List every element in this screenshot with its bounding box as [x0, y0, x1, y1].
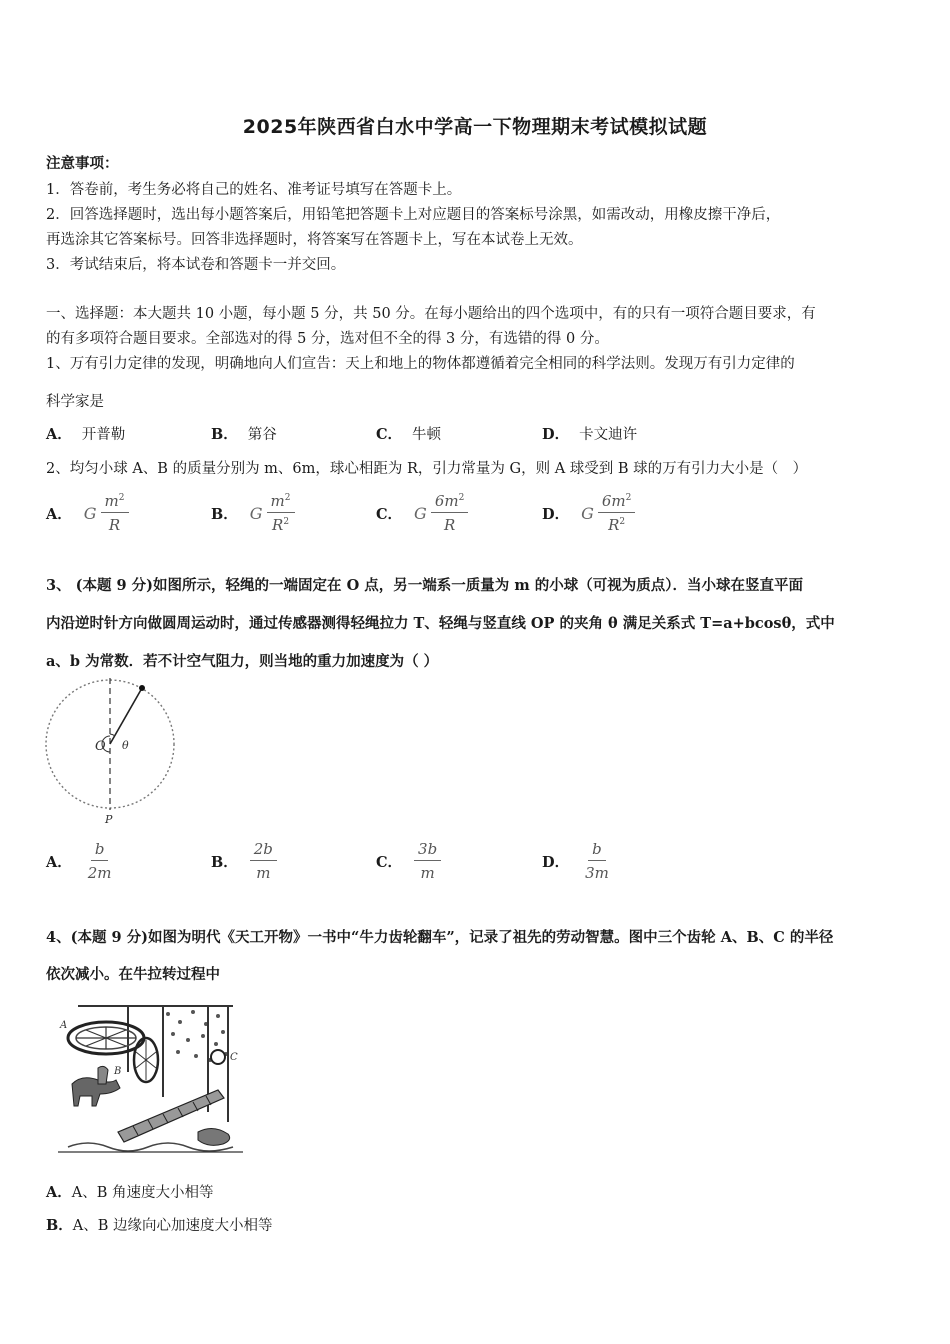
ball — [139, 685, 145, 691]
option-a[interactable]: A． $\frac{b}{2m}$ — [46, 840, 116, 882]
option-b[interactable]: B． $\frac{2b}{m}$ — [211, 840, 277, 882]
notice-item: 3．考试结束后，将本试卷和答题卡一并交回。 — [46, 257, 346, 273]
fraction: $\frac{m^2}{R}$ — [101, 492, 129, 534]
question-1-stem: 科学家是 — [46, 394, 104, 410]
fraction: $\frac{m^2}{R^2}$ — [267, 492, 295, 534]
question-3-stem: 3、 (本题 9 分)如图所示，轻绳的一端固定在 O 点，另一端系一质量为 m 的小球（可视为质点）．当小球在竖直平面 — [46, 577, 803, 594]
label-c: C — [230, 1052, 238, 1063]
option-d[interactable]: D． $\frac{b}{3m}$ — [542, 840, 613, 882]
fraction: $\frac{6m^2}{R^2}$ — [598, 492, 636, 534]
option-d[interactable]: D． 卡文迪许 — [542, 426, 638, 443]
section-intro: 的有多项符合题目要求。全部选对的得 5 分，选对但不全的得 3 分，有选错的得 0 分。 — [46, 331, 609, 347]
label-theta: θ — [122, 739, 129, 752]
label-b: B — [114, 1066, 122, 1077]
fraction: $\frac{b}{3m}$ — [585, 840, 609, 882]
option-a[interactable]: A． G $\frac{m^2}{R}$ — [46, 492, 129, 534]
question-2-stem: 2、均匀小球 A、B 的质量分别为 m、6m，球心相距为 R，引力常量为 G，则 A 球受到 B 球的万有引力大小是（ ） — [46, 461, 808, 477]
notice-heading: 注意事项： — [46, 155, 119, 172]
person — [98, 1066, 108, 1084]
question-4-stem: 依次减小。在牛拉转过程中 — [46, 966, 220, 983]
label-a: A — [60, 1020, 68, 1031]
option-b[interactable]: B． 第谷 — [211, 426, 277, 443]
label-p: P — [105, 813, 113, 826]
question-4-stem: 4、(本题 9 分)如图为明代《天工开物》一书中“牛力齿轮翻车”，记录了祖先的劳动智慧。图中三个齿轮 A、B、C 的半径 — [46, 929, 834, 946]
option-b[interactable]: B． G $\frac{m^2}{R^2}$ — [211, 492, 295, 534]
notice-item: 2．回答选择题时，选出每小题答案后，用铅笔把答题卡上对应题目的答案标号涂黑，如需改动，用橡皮擦干净后， — [46, 207, 781, 223]
option-d[interactable]: D． G $\frac{6m^2}{R^2}$ — [542, 492, 635, 534]
option-b[interactable]: B．A、B 边缘向心加速度大小相等 — [46, 1217, 273, 1234]
fraction: $\frac{b}{2m}$ — [87, 840, 112, 882]
gear-waterwheel-illustration — [58, 1002, 243, 1160]
page-title: 2025年陕西省白水中学高一下物理期末考试模拟试题 — [242, 116, 708, 138]
option-c[interactable]: C． $\frac{3b}{m}$ — [376, 840, 441, 882]
option-a[interactable]: A． 开普勒 — [46, 426, 126, 443]
option-c[interactable]: C． G $\frac{6m^2}{R}$ — [376, 492, 468, 534]
section-intro: 一、选择题：本大题共 10 小题，每小题 5 分，共 50 分。在每小题给出的四个选项中，有的只有一项符合题目要求，有 — [46, 306, 816, 322]
notice-item: 再选涂其它答案标号。回答非选择题时，将答案写在答题卡上，写在本试卷上无效。 — [46, 232, 583, 248]
question-1-options — [46, 423, 906, 453]
notice-item: 1．答卷前，考生务必将自己的姓名、准考证号填写在答题卡上。 — [46, 182, 462, 198]
circle-motion-figure — [40, 676, 185, 826]
fraction: $\frac{3b}{m}$ — [414, 840, 441, 882]
question-3-stem: 内沿逆时针方向做圆周运动时，通过传感器测得轻绳拉力 T、轻绳与竖直线 OP 的夹角 θ 满足关系式 T=a+bcosθ，式中 — [46, 615, 835, 632]
fraction: $\frac{6m^2}{R}$ — [431, 492, 469, 534]
label-o: O — [95, 739, 106, 754]
option-c[interactable]: C． 牛顿 — [376, 426, 442, 443]
fraction: $\frac{2b}{m}$ — [250, 840, 277, 882]
option-a[interactable]: A．A、B 角速度大小相等 — [46, 1184, 214, 1201]
angle-arc — [110, 734, 115, 736]
question-1-stem: 1、万有引力定律的发现，明确地向人们宣告：天上和地上的物体都遵循着完全相同的科学法则。发现万有引力定律的 — [46, 356, 795, 372]
question-3-stem: a、b 为常数．若不计空气阻力，则当地的重力加速度为（ ） — [46, 653, 439, 670]
